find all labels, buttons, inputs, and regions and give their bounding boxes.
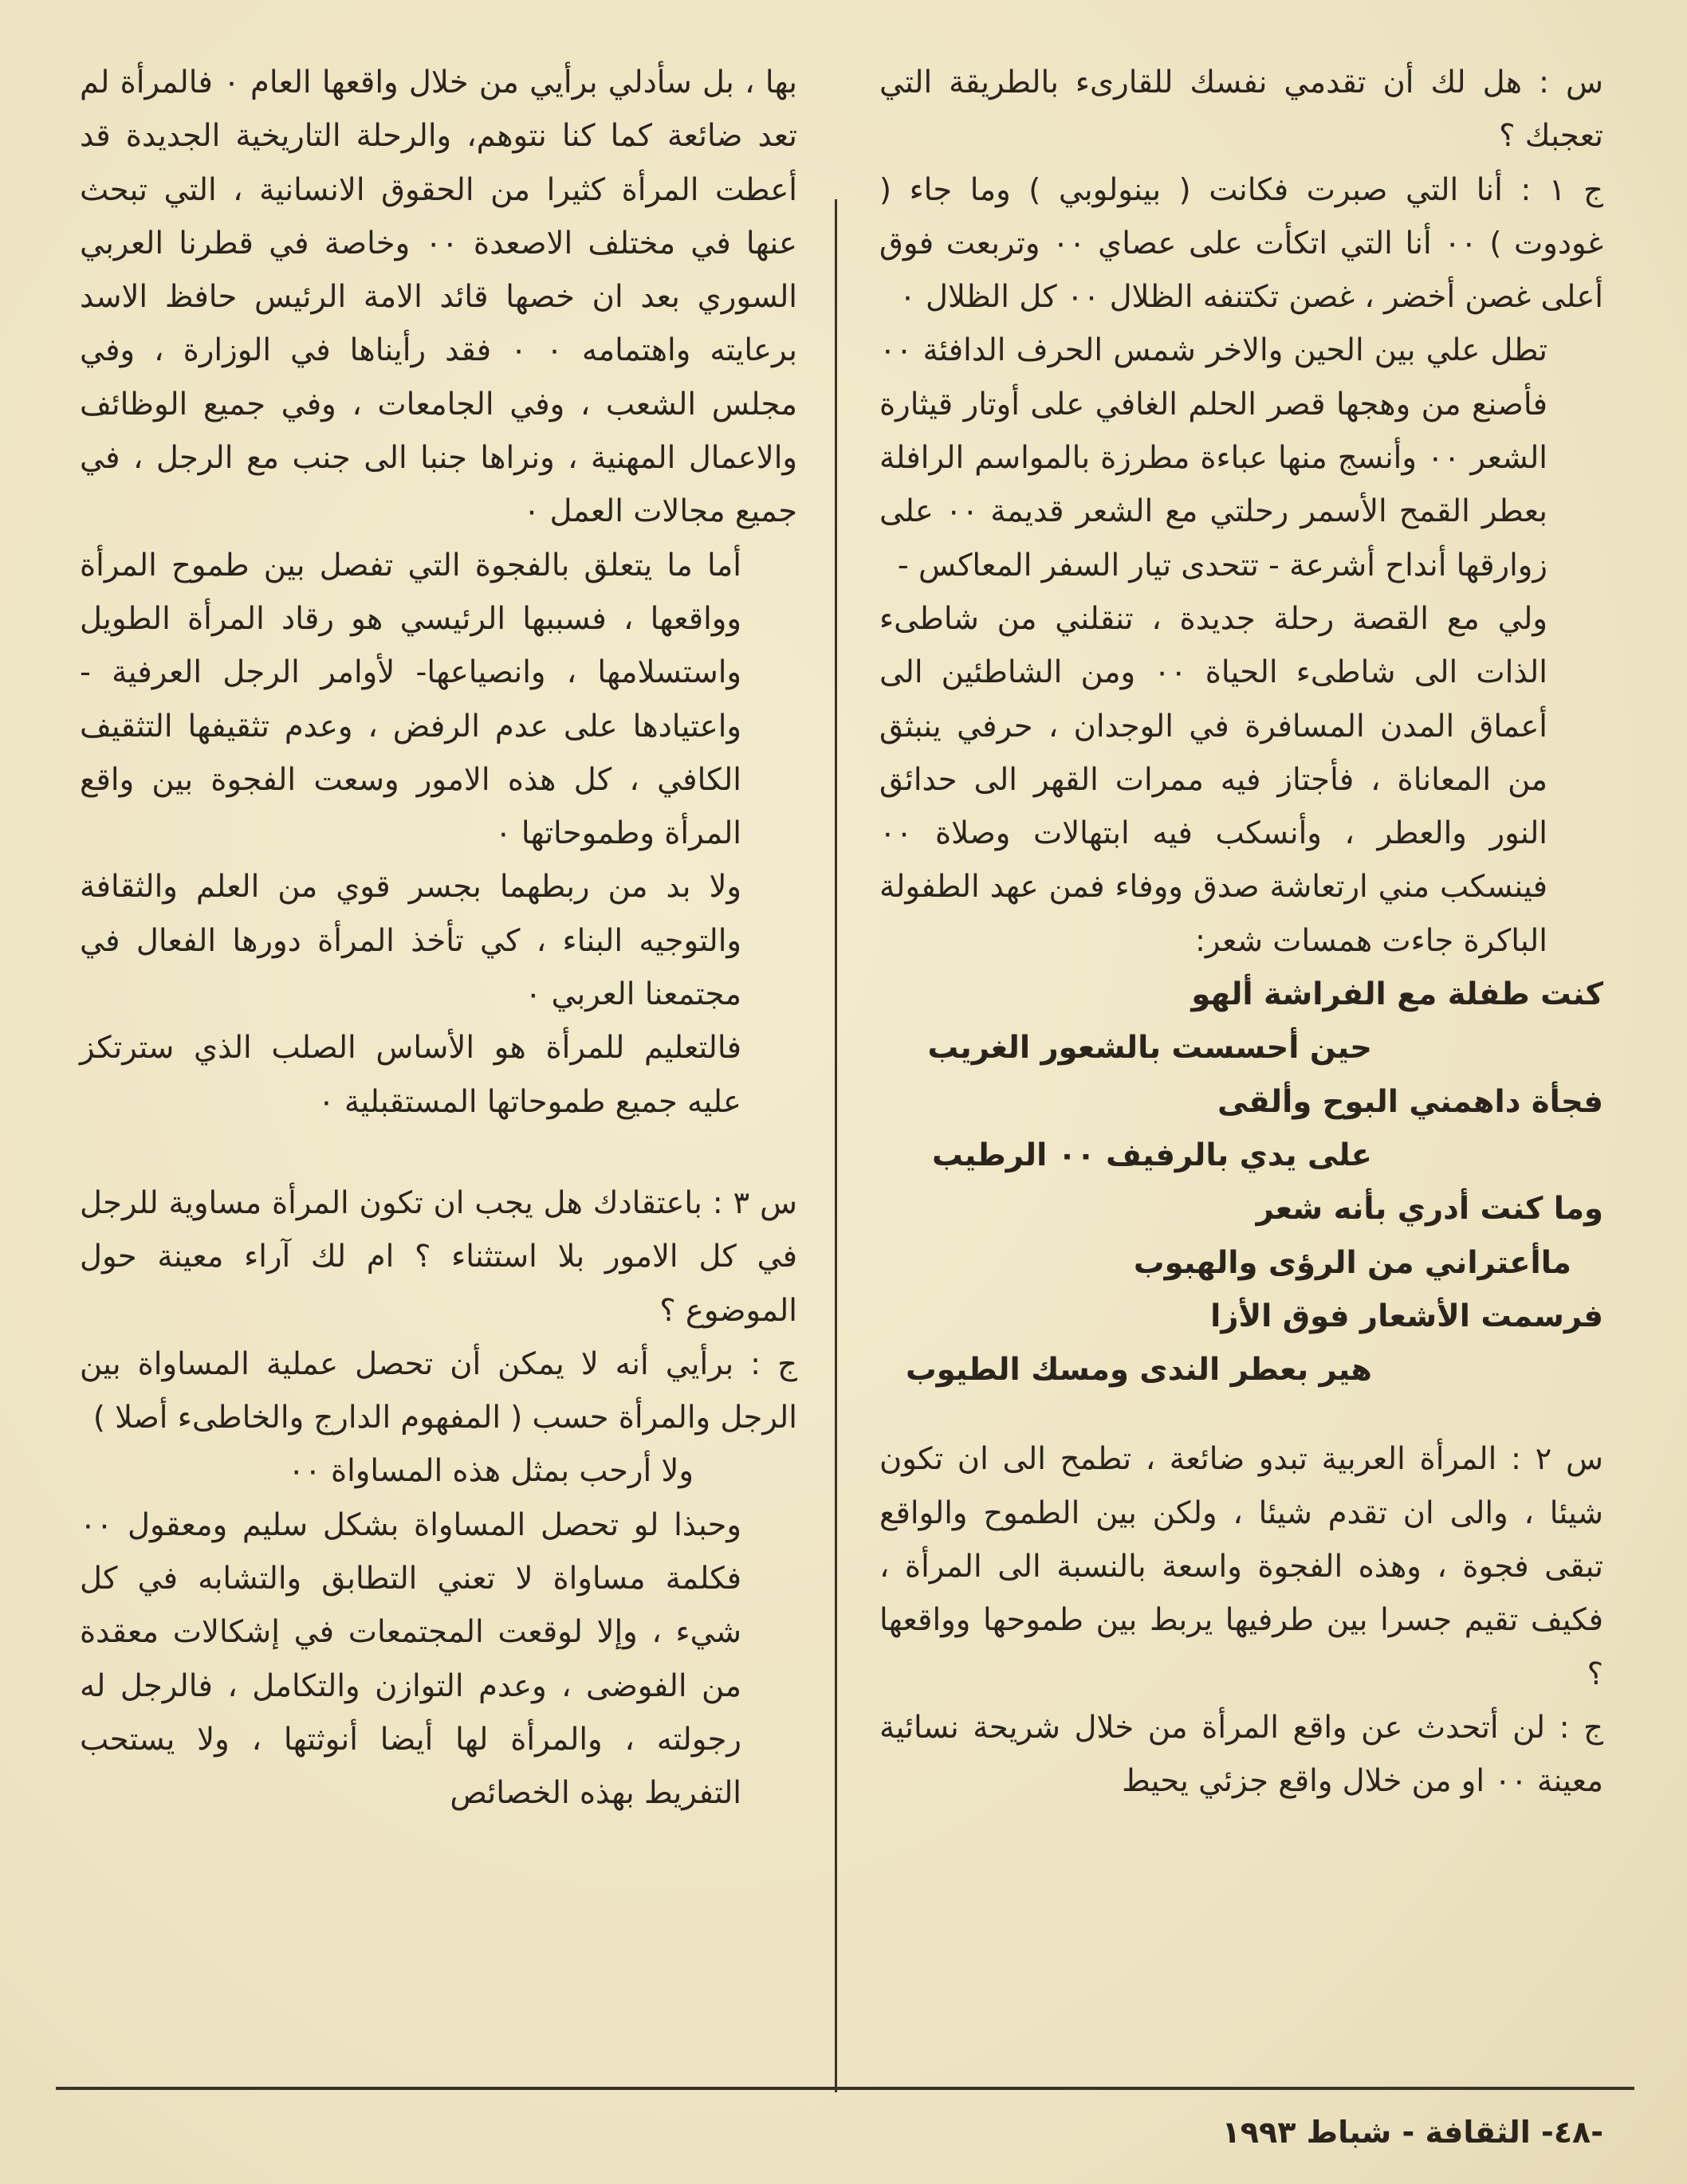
poem-verse: وما كنت أدري بأنه شعر bbox=[1256, 1191, 1603, 1228]
spacer bbox=[879, 1396, 1603, 1432]
poem-verse: حين أحسست بالشعور الغريب bbox=[927, 1030, 1372, 1066]
answer-2-start: ج : لن أتحدث عن واقع المرأة من خلال شريحة نسائية معينة ٠٠ او من خلال واقع جزئي يحيط bbox=[879, 1709, 1603, 1800]
answer-2-paragraph-3: ولا بد من ربطهما بجسر قوي من العلم والثقافة والتوجيه البناء ، كي تأخذ المرأة دورها الفعال في مجتمعنا العربي ٠ bbox=[80, 869, 741, 1013]
answer-3-paragraph-1: ج : برأيي أنه لا يمكن أن تحصل عملية المساواة بين الرجل والمرأة حسب ( المفهوم الدارج والخاطىء أصلا ) bbox=[80, 1345, 797, 1436]
right-column bbox=[879, 56, 1603, 1809]
poem-verse: هير بعطر الندى ومسك الطيوب bbox=[905, 1352, 1372, 1389]
answer-3-paragraph-3: وحبذا لو تحصل المساواة بشكل سليم ومعقول ٠٠ فكلمة مساواة لا تعني التطابق والتشابه في كل شيء ، وإلا لوقعت المجتمعات في إشكالات معقدة من الفوضى ، وعدم التوازن والتكامل ، فالرجل له رجولته ، والمرأة لها أيضا أنوثتها ، ولا يستحب التفريط بهذه الخصائص bbox=[80, 1506, 741, 1812]
left-column bbox=[80, 56, 797, 1821]
poem-verse: فرسمت الأشعار فوق الأزا bbox=[1210, 1298, 1603, 1334]
column-divider bbox=[835, 199, 837, 2092]
question-2: س ٢ : المرأة العربية تبدو ضائعة ، تطمح الى ان تكون شيئا ، والى ان تقدم شيئا ، ولكن بين الطموح والواقع تبقى فجوة ، وهذه الفجوة واسعة بالنسبة الى المرأة ، فكيف تقيم جسرا بين طرفيها يربط بين طموحها وواقعها ؟ bbox=[879, 1441, 1603, 1692]
footer-rule bbox=[56, 2087, 1634, 2090]
question-3: س ٣ : باعتقادك هل يجب ان تكون المرأة مساوية للرجل في كل الامور بلا استثناء ؟ ام لك آراء معينة حول الموضوع ؟ bbox=[80, 1184, 797, 1329]
poem-verse: فجأة داهمني البوح وألقى bbox=[1217, 1083, 1603, 1120]
answer-1-paragraph-1: ج ١ : أنا التي صبرت فكانت ( بينولوبي ) وما جاء ( غودوت ) ٠٠ أنا التي اتكأت على عصاي ٠٠ وتربعت فوق أعلى غصن أخضر ، غصن تكتنفه الظلال ٠٠ كل الظلال ٠ bbox=[879, 171, 1603, 316]
poem-verse: ماأعتراني من الرؤى والهبوب bbox=[1133, 1244, 1571, 1281]
answer-1-paragraph-2: تطل علي بين الحين والاخر شمس الحرف الدافئة ٠٠ فأصنع من وهجها قصر الحلم الغافي على أوتار قيثارة الشعر ٠٠ وأنسج منها عباءة مطرزة بالمواسم الرافلة بعطر القمح الأسمر رحلتي مع الشعر قديمة ٠٠ على زوارقها أنداح أشرعة - تتحدى تيار السفر المعاكس - bbox=[879, 332, 1548, 583]
answer-3-paragraph-2: ولا أرحب بمثل هذه المساواة ٠٠ bbox=[288, 1453, 694, 1490]
answer-2-paragraph-2: أما ما يتعلق بالفجوة التي تفصل بين طموح المرأة وواقعها ، فسببها الرئيسي هو رقاد المرأة الطويل واستسلامها ، وانصياعها- لأوامر الرجل العرفية - واعتيادها على عدم الرفض ، وعدم تثقيفها التثقيف الكافي ، كل هذه الامور وسعت الفجوة بين واقع المرأة وطموحاتها ٠ bbox=[80, 547, 741, 852]
answer-1-paragraph-3: ولي مع القصة رحلة جديدة ، تنقلني من شاطىء الذات الى شاطىء الحياة ٠٠ ومن الشاطئين الى أعماق المدن المسافرة في الوجدان ، حرفي ينبثق من المعاناة ، فأجتاز فيه ممرات القهر الى حدائق النور والعطر ، وأنسكب فيه ابتهالات وصلاة ٠٠ فينسكب مني ارتعاشة صدق ووفاء فمن عهد الطفولة الباكرة جاءت همسات شعر: bbox=[879, 600, 1547, 959]
question-1: س : هل لك أن تقدمي نفسك للقارىء بالطريقة التي تعجبك ؟ bbox=[879, 65, 1603, 155]
answer-2-paragraph-4: فالتعليم للمرأة هو الأساس الصلب الذي سترتكز عليه جميع طموحاتها المستقبلية ٠ bbox=[80, 1030, 741, 1120]
spacer bbox=[80, 1129, 797, 1176]
poem-verse: كنت طفلة مع الفراشة ألهو bbox=[1191, 976, 1603, 1013]
answer-2-continued: بها ، بل سأدلي برأيي من خلال واقعها العام ٠ فالمرأة لم تعد ضائعة كما كنا نتوهم، والرحلة التاريخية الجديدة قد أعطت المرأة كثيرا من الحقوق الانسانية ، التي تبحث عنها في مختلف الاصعدة ٠٠ وخاصة في قطرنا العربي السوري بعد ان خصها قائد الامة الرئيس حافظ الاسد برعايته واهتمامه ٠ ٠ فقد رأيناها في الوزارة ، وفي مجلس الشعب ، وفي الجامعات ، وفي جميع الوظائف والاعمال المهنية ، ونراها جنبا الى جنب مع الرجل ، في جميع مجالات العمل ٠ bbox=[80, 65, 798, 530]
page-footer: -٤٨- الثقافة - شباط ١٩٩٣ bbox=[1221, 2115, 1603, 2150]
poem-verse: على يدي بالرفيف ٠٠ الرطيب bbox=[931, 1137, 1372, 1173]
poem bbox=[879, 968, 1603, 1396]
